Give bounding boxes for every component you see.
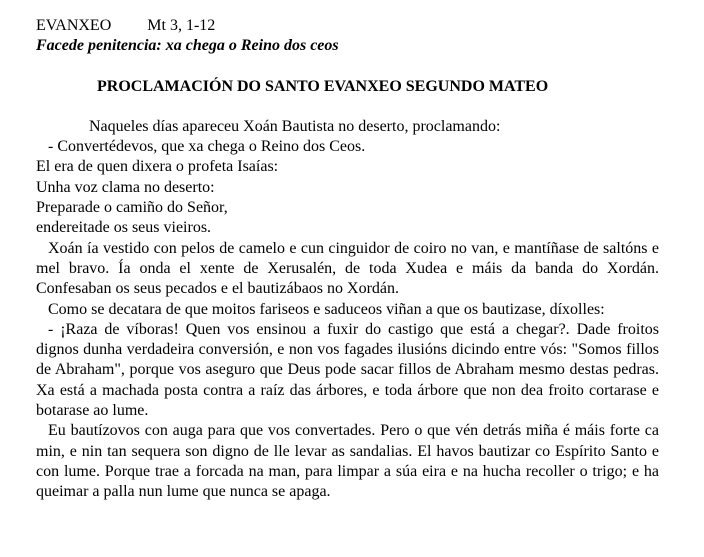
quote-line: endereitade os seus vieiros. bbox=[36, 219, 212, 237]
gospel-text bbox=[36, 117, 659, 503]
gospel-document bbox=[36, 16, 659, 503]
paragraph: Xoán ía vestido con pelos de camelo e cun cinguidor de coiro no van, e mantíñase de saltóns e mel bravo. Ía onda el xente de Xerusalén, de toda Xudea e máis da banda do Xordán. Confesaban os seus pecados e el bautizábaos no Xordán. bbox=[36, 239, 659, 298]
reference-line bbox=[36, 16, 659, 36]
quote-line: Preparade o camiño do Señor, bbox=[36, 199, 228, 217]
paragraph: - ¡Raza de víboras! Quen vos ensinou a fuxir do castigo que está a chegar?. Dade froitos dignos dunha verdadeira conversión, e non vos fagades ilusións dicindo entre vós: "Somos fillos de Abraham", porque vos aseguro que Deus pode sacar fillos de Abraham mesmo destas pedras. Xa está a machada posta contra a raíz das árbores, e toda árbore que non dea froito cortarase e botarase ao lume. bbox=[36, 320, 659, 420]
paragraph: Eu bautízovos con auga para que vos convertades. Pero o que vén detrás miña é máis forte ca min, e nin tan sequera son digno de lle levar as sandalias. El havos bautizar co Espírito Santo e con lume. Porque trae a forcada na man, para limpar a súa eira e na hucha recoller o trigo; e ha queimar a palla nun lume que nunca se apaga. bbox=[36, 422, 659, 501]
paragraph: Como se decatara de que moitos fariseos e saduceos viñan a que os bautizase, díxolles: bbox=[48, 300, 605, 318]
text-line: El era de quen dixera o profeta Isaías: bbox=[36, 158, 279, 176]
quote-line: Unha voz clama no deserto: bbox=[36, 178, 215, 196]
proclamation-heading: PROCLAMACIÓN DO SANTO EVANXEO SEGUNDO MATEO bbox=[97, 77, 549, 95]
dialogue-line: - Convertédevos, que xa chega o Reino dos Ceos. bbox=[48, 138, 366, 156]
opening-line: Naqueles días apareceu Xoán Bautista no deserto, proclamando: bbox=[89, 117, 501, 135]
reading-subtitle: Facede penitencia: xa chega o Reino dos ceos bbox=[36, 37, 339, 55]
section-label: EVANXEO bbox=[36, 17, 112, 34]
scripture-reference: Mt 3, 1-12 bbox=[147, 17, 216, 34]
